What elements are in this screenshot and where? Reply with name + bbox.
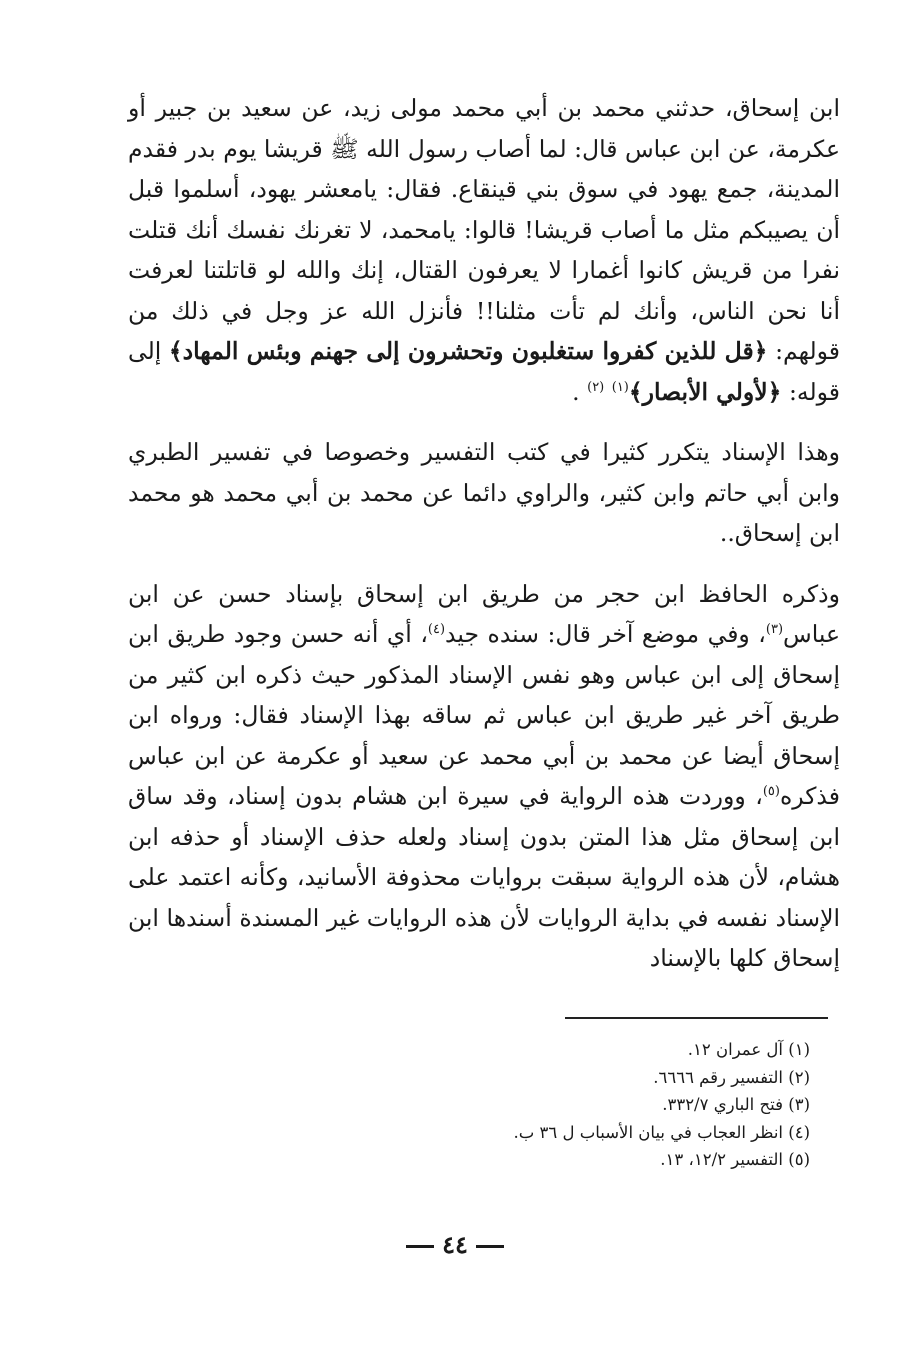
paragraph-3-seg3: ، أي أنه حسن وجود طريق ابن إسحاق إلى ابن عباس وهو نفس الإسناد المذكور حيث ذكره ابن كثير من طريق آخر غير طريق ابن عباس ثم ساقه بهذا الإسناد فقال: ورواه ابن إسحاق أيضا عن محمد بن أبي محمد عن سعيد أو عكرمة عن ابن عباس فذكره — [128, 620, 840, 810]
footnote-3: (٣) فتح الباري ٣٣٢/٧. — [662, 1095, 810, 1114]
footnote-ref-4: (٤) — [427, 622, 446, 638]
quran-quote-2: ﴿لأولي الأبصار﴾ — [628, 377, 782, 406]
paragraph-3-seg2: ، وفي موضع آخر قال: سنده جيد — [445, 620, 766, 648]
paragraph-1 — [128, 88, 840, 412]
footnote-5: (٥) التفسير ١٢/٢، ١٣. — [660, 1150, 810, 1169]
footnote-ref-2: (٢) — [587, 379, 605, 395]
quran-quote-1: ﴿قل للذين كفروا ستغلبون وتحشرون إلى جهنم وبئس المهاد﴾ — [168, 337, 768, 365]
footnote-ref-3: (٣) — [765, 622, 784, 638]
footnote-separator — [565, 1017, 828, 1019]
footnote-4: (٤) انظر العجاب في بيان الأسباب ل ٣٦ ب. — [513, 1122, 810, 1142]
page-number-dash-right — [406, 1245, 434, 1248]
paragraph-1-text: ابن إسحاق، حدثني محمد بن أبي محمد مولى زيد، عن سعيد بن جبير أو عكرمة، عن ابن عباس قال: لما أصاب رسول الله ﷺ قريشا يوم بدر فقدم المدينة، جمع يهود في سوق بني قينقاع. فقال: يامعشر يهود، أسلموا قبل أن يصيبكم مثل ما أصاب قريشا! قالوا: يامحمد، لا تغرنك نفسك أنك قتلت نفرا من قريش كانوا أغمارا لا يعرفون القتال، إنك والله لو قاتلتنا لعرفت أنا نحن الناس، وأنك لم تأت مثلنا!! فأنزل الله عز وجل في ذلك من قولهم: — [128, 94, 840, 365]
footnote-ref-5: (٥) — [762, 784, 780, 800]
page-number — [0, 1230, 910, 1259]
footnote-ref-1: (١) — [611, 379, 629, 395]
paragraph-3-seg4: ، ووردت هذه الرواية في سيرة ابن هشام بدون إسناد، وقد ساق ابن إسحاق مثل هذا المتن بدون إسناد ولعله حذف الإسناد أو حذفه ابن هشام، لأن هذه الرواية سبقت بروايات محذوفة الأسانيد، وكأنه اعتمد على الإسناد نفسه في بداية الروايات لأن هذه الروايات غير المسندة أسندها ابن إسحاق كلها بالإسناد — [128, 782, 840, 972]
footnote-1: (١) آل عمران ١٢. — [687, 1040, 810, 1059]
paragraph-2: وهذا الإسناد يتكرر كثيرا في كتب التفسير وخصوصا في تفسير الطبري وابن أبي حاتم وابن كثير، والراوي دائما عن محمد بن أبي محمد هو محمد ابن إسحاق.. — [128, 438, 840, 547]
page-body — [128, 88, 840, 979]
paragraph-1-end: . — [572, 377, 580, 406]
footnotes-list — [310, 1036, 810, 1174]
page-number-dash-left — [476, 1245, 504, 1248]
paragraph-3-seg1: وذكره الحافظ ابن حجر من طريق ابن إسحاق بإسناد حسن عن ابن عباس — [128, 579, 840, 648]
page-number-value: ٤٤ — [442, 1230, 468, 1259]
footnote-2: (٢) التفسير رقم ٦٦٦٦. — [653, 1067, 810, 1087]
paragraph-3 — [128, 574, 840, 979]
paragraph-1-connector: إلى قوله: — [128, 337, 840, 406]
